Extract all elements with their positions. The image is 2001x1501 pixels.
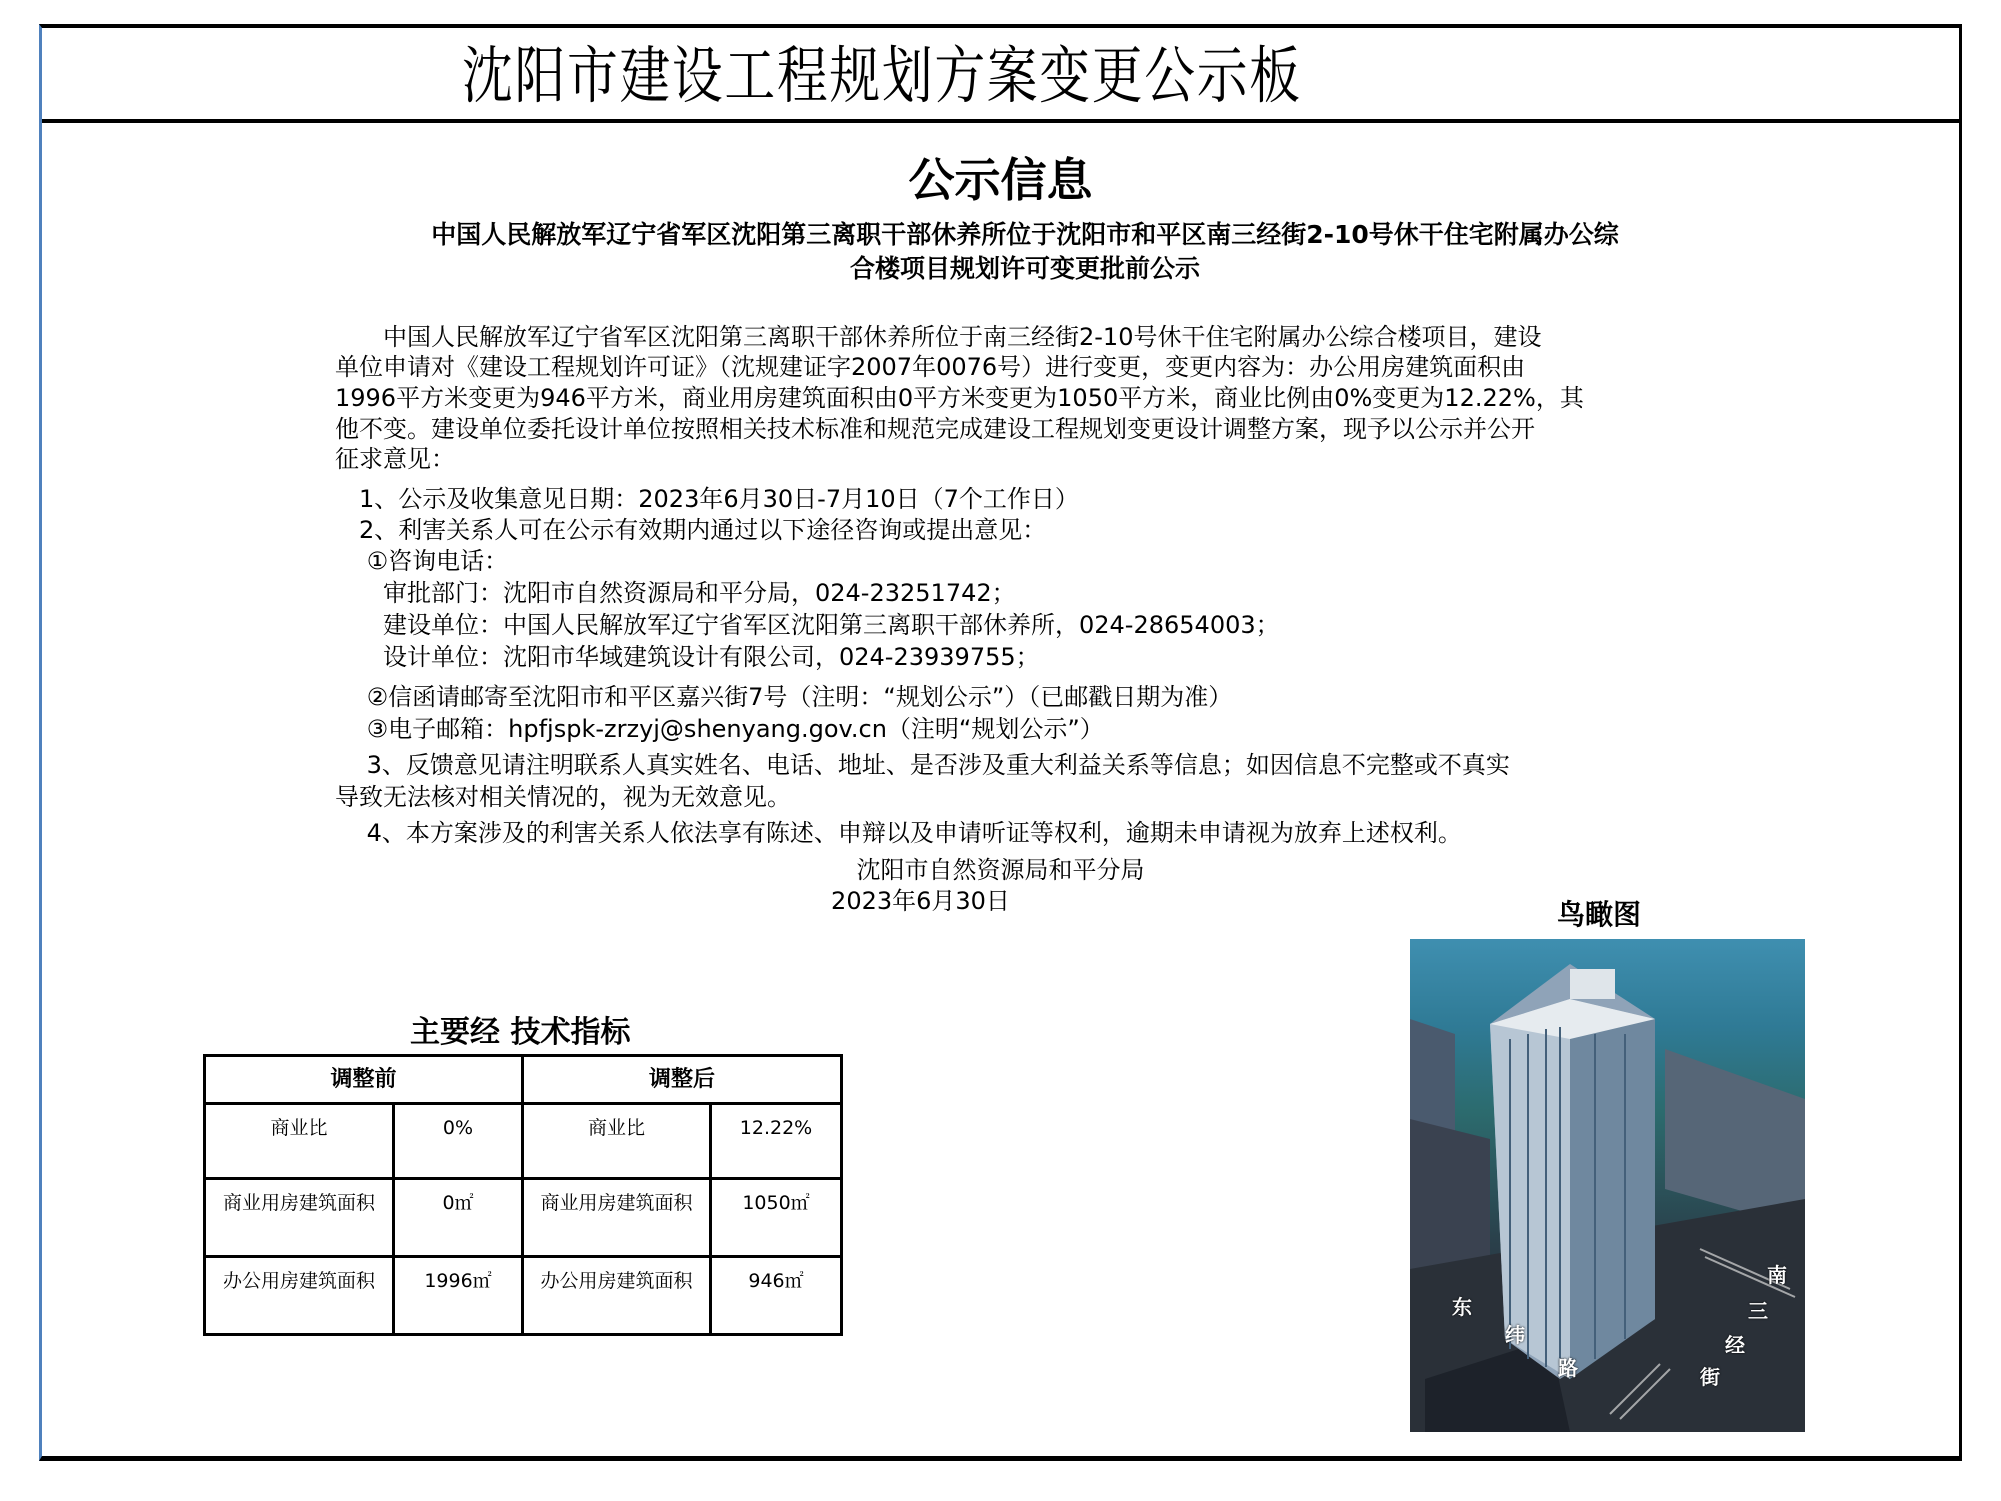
metrics-table	[203, 1054, 843, 1336]
table-row	[205, 1104, 842, 1179]
table-row	[205, 1179, 842, 1257]
road-label-nan: 南	[1767, 1263, 1787, 1287]
after-value: 12.22%	[711, 1104, 842, 1179]
board-title: 沈阳市建设工程规划方案变更公示板	[462, 39, 1302, 112]
body-paragraph-line: 他不变。建设单位委托设计单位按照相关技术标准和规范完成建设工程规划变更设计调整方案，现予以公示并公开	[335, 415, 1535, 443]
after-label: 商业用房建筑面积	[523, 1179, 711, 1257]
after-value: 946㎡	[711, 1257, 842, 1335]
before-value: 1996㎡	[394, 1257, 523, 1335]
item-phone-heading: ①咨询电话：	[335, 547, 509, 575]
item-feedback-requirements: 3、反馈意见请注明联系人真实姓名、电话、地址、是否涉及重大利益关系等信息；如因信息不完整或不真实	[335, 751, 1510, 779]
before-value: 0%	[394, 1104, 523, 1179]
item-rights: 4、本方案涉及的利害关系人依法享有陈述、申辩以及申请听证等权利，逾期未申请视为放弃上述权利。	[335, 819, 1462, 847]
signature-date: 2023年6月30日	[831, 887, 1010, 915]
before-label: 商业用房建筑面积	[205, 1179, 394, 1257]
after-label: 商业比	[523, 1104, 711, 1179]
road-label-dong: 东	[1452, 1295, 1472, 1319]
contact-design-unit: 设计单位：沈阳市华域建筑设计有限公司，024-23939755；	[335, 643, 1040, 671]
notice-heading: 公示信息	[908, 153, 1093, 207]
body-paragraph-line: 中国人民解放军辽宁省军区沈阳第三离职干部休养所位于南三经街2-10号休干住宅附属办公综合楼项目，建设	[335, 323, 1542, 351]
road-label-jie: 街	[1700, 1365, 1720, 1389]
building-rendering-icon	[1410, 939, 1805, 1432]
road-label-jing: 经	[1725, 1333, 1745, 1357]
road-label-san: 三	[1748, 1299, 1768, 1323]
item-email[interactable]: ③电子邮箱：hpfjspk-zrzyj@shenyang.gov.cn（注明“规划公示”）	[335, 715, 1104, 743]
title-bar	[42, 28, 1959, 123]
header-after: 调整后	[523, 1056, 842, 1104]
item-period: 1、公示及收集意见日期：2023年6月30日-7月10日（7个工作日）	[335, 485, 1079, 513]
signature-org: 沈阳市自然资源局和平分局	[856, 856, 1145, 884]
road-label-wei: 纬	[1505, 1323, 1525, 1347]
body-paragraph-line: 单位申请对《建设工程规划许可证》（沈规建证字2007年0076号）进行变更，变更内容为：办公用房建筑面积由	[335, 353, 1526, 381]
before-label: 商业比	[205, 1104, 394, 1179]
after-label: 办公用房建筑面积	[523, 1257, 711, 1335]
metrics-table-title: 主要经 技术指标	[410, 1015, 631, 1050]
contact-construction-unit: 建设单位：中国人民解放军辽宁省军区沈阳第三离职干部休养所，024-28654003；	[335, 611, 1280, 639]
road-label-lu: 路	[1558, 1356, 1578, 1380]
table-row	[205, 1257, 842, 1335]
contact-approval-dept: 审批部门：沈阳市自然资源局和平分局，024-23251742；	[335, 579, 1016, 607]
item-feedback-requirements-cont: 导致无法核对相关情况的，视为无效意见。	[335, 783, 791, 811]
body-paragraph-line: 1996平方米变更为946平方米，商业用房建筑面积由0平方米变更为1050平方米，商业比例由0%变更为12.22%，其	[335, 384, 1584, 412]
after-value: 1050㎡	[711, 1179, 842, 1257]
body-paragraph-line: 征求意见：	[335, 445, 455, 473]
aerial-view-image	[1410, 939, 1805, 1432]
aerial-view-title: 鸟瞰图	[1557, 898, 1642, 931]
notice-subtitle-line-2: 合楼项目规划许可变更批前公示	[849, 254, 1200, 283]
before-value: 0㎡	[394, 1179, 523, 1257]
before-label: 办公用房建筑面积	[205, 1257, 394, 1335]
header-before: 调整前	[205, 1056, 523, 1104]
item-channels: 2、利害关系人可在公示有效期内通过以下途径咨询或提出意见：	[335, 516, 1047, 544]
notice-subtitle-line-1: 中国人民解放军辽宁省军区沈阳第三离职干部休养所位于沈阳市和平区南三经街2-10号休干住宅附属办公综	[431, 220, 1619, 249]
item-mail-address: ②信函请邮寄至沈阳市和平区嘉兴街7号（注明：“规划公示”）（已邮戳日期为准）	[335, 683, 1233, 711]
